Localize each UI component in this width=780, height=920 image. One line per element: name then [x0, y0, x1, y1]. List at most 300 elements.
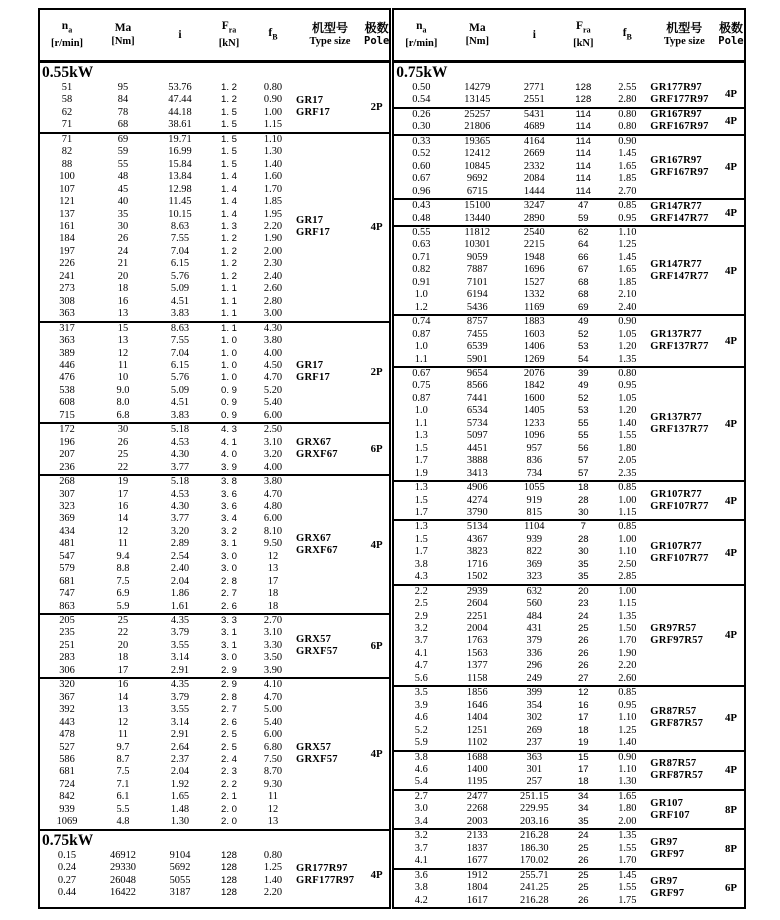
- i-cell: 1.30: [170, 816, 190, 828]
- spec-row: [394, 571, 650, 583]
- na-cell: 205: [59, 615, 75, 627]
- i-cell: 2.91: [170, 664, 190, 676]
- ma-cell: 46912: [110, 849, 136, 861]
- fra-cell: 2. 0: [220, 816, 237, 828]
- fra-cell: 2. 8: [220, 575, 237, 587]
- ma-cell: 1912: [466, 869, 488, 881]
- type-size-label: GRF87R57: [650, 770, 704, 782]
- fb-cell: 1.10: [618, 764, 637, 776]
- na-cell: 0.74: [412, 316, 431, 328]
- na-cell: 1.0: [414, 289, 428, 301]
- fra-cell: 26: [577, 660, 589, 672]
- fra-cell: 24: [577, 610, 589, 622]
- spec-row: [394, 816, 650, 828]
- na-cell: 235: [59, 627, 75, 639]
- type-size-label: GR17: [296, 94, 324, 106]
- na-cell: 527: [59, 741, 75, 753]
- fra-cell: 26: [577, 647, 589, 659]
- fb-cell: 1.70: [618, 635, 637, 647]
- pole-label: 4P: [724, 335, 737, 348]
- i-cell: 7.04: [170, 245, 190, 257]
- i-cell: 237: [526, 737, 543, 749]
- col-header-ma: [94, 10, 152, 60]
- type-size-label: GRXF57: [296, 646, 338, 658]
- na-cell: 3.5: [414, 687, 428, 699]
- spec-row: [394, 200, 650, 212]
- fb-cell: 0.90: [618, 135, 637, 147]
- i-cell: 4164: [523, 135, 545, 147]
- fb-cell: 13: [267, 816, 279, 828]
- fb-cell: 1.90: [618, 647, 637, 659]
- fb-cell: 1.10: [618, 546, 637, 558]
- spec-rows: [394, 830, 650, 867]
- na-cell: 1.0: [414, 341, 428, 353]
- na-cell: 3.2: [414, 830, 428, 842]
- i-cell: 249: [526, 672, 543, 684]
- type-size-cell: [650, 316, 718, 366]
- fb-cell: 0.80: [618, 121, 637, 133]
- fb-cell: 2.05: [618, 455, 637, 467]
- ma-cell: 5734: [466, 417, 488, 429]
- pole-label: 6P: [370, 443, 383, 456]
- fb-cell: 0.90: [618, 316, 637, 328]
- na-cell: 306: [59, 664, 75, 676]
- ma-cell: 5.5: [116, 803, 130, 815]
- na-cell: 0.15: [57, 849, 77, 861]
- i-cell: 229.95: [520, 803, 549, 815]
- na-cell: 317: [59, 322, 75, 334]
- fra-cell: 68: [577, 289, 589, 301]
- spec-block: [394, 789, 743, 828]
- fra-cell: 114: [575, 185, 591, 197]
- fb-cell: 2.50: [618, 558, 637, 570]
- spec-block: [394, 134, 743, 198]
- type-size-label: GR177R97: [650, 82, 702, 94]
- fb-cell: 0.85: [618, 482, 637, 494]
- spec-rows: [394, 82, 650, 107]
- fra-cell: 18: [577, 482, 589, 494]
- ma-cell: 6.9: [116, 588, 130, 600]
- type-size-label: GRF147R77: [650, 270, 709, 282]
- spec-block: [40, 132, 389, 321]
- fra-cell: 128: [220, 887, 237, 899]
- i-cell: 3.20: [170, 525, 190, 537]
- ma-cell: 1158: [467, 672, 488, 684]
- fra-cell: 114: [575, 160, 591, 172]
- spec-row: [394, 586, 650, 598]
- na-cell: 367: [59, 691, 75, 703]
- i-cell: 2551: [523, 94, 545, 106]
- table-header: [40, 10, 389, 63]
- fra-cell: 4. 0: [220, 449, 237, 461]
- fb-cell: 18: [267, 600, 279, 612]
- ma-cell: 12: [117, 716, 129, 728]
- spec-block: [40, 422, 389, 474]
- pole-label: 4P: [724, 712, 737, 725]
- spec-row: [394, 495, 650, 507]
- header-unit: [Nm]: [465, 36, 489, 47]
- na-cell: 82: [61, 146, 73, 158]
- na-cell: 0.87: [412, 392, 431, 404]
- fra-cell: 56: [577, 442, 589, 454]
- na-cell: 5.2: [414, 724, 428, 736]
- fb-cell: 2.60: [263, 283, 283, 295]
- na-cell: 197: [59, 245, 75, 257]
- fra-cell: 4. 1: [220, 436, 237, 448]
- fra-cell: 54: [577, 353, 589, 365]
- fra-cell: 2. 3: [220, 766, 237, 778]
- fb-cell: 4.00: [263, 347, 283, 359]
- na-cell: 2.9: [414, 610, 428, 622]
- fb-cell: 4.80: [263, 500, 283, 512]
- na-cell: 320: [59, 679, 75, 691]
- fb-cell: 1.25: [618, 724, 637, 736]
- na-cell: 586: [59, 754, 75, 766]
- fb-cell: 2.80: [618, 94, 637, 106]
- spec-row: [394, 725, 650, 737]
- spec-row: [394, 482, 650, 494]
- i-cell: 9104: [169, 849, 191, 861]
- spec-row: [40, 271, 296, 283]
- fra-cell: 3. 4: [220, 513, 237, 525]
- i-cell: 269: [526, 724, 543, 736]
- na-cell: 0.67: [412, 367, 431, 379]
- spec-row: [40, 887, 296, 899]
- i-cell: 4.35: [170, 679, 190, 691]
- spec-rows: [394, 368, 650, 480]
- ma-cell: 1646: [466, 699, 488, 711]
- na-cell: 547: [59, 550, 75, 562]
- type-size-cell: [650, 752, 718, 789]
- spec-row: [40, 576, 296, 588]
- i-cell: 186.30: [520, 842, 549, 854]
- fra-cell: 2. 1: [220, 791, 237, 803]
- type-size-label: GRX57: [296, 634, 332, 646]
- ma-cell: 25257: [464, 108, 491, 120]
- spec-rows: [40, 615, 296, 677]
- i-cell: 336: [526, 647, 543, 659]
- fra-cell: 1. 2: [220, 245, 237, 257]
- fb-cell: 0.80: [618, 367, 637, 379]
- na-cell: 0.71: [412, 251, 431, 263]
- na-cell: 939: [59, 803, 75, 815]
- i-cell: 822: [526, 546, 543, 558]
- type-size-label: GRF17: [296, 106, 330, 118]
- fb-cell: 0.80: [263, 82, 283, 93]
- spec-block: [394, 107, 743, 134]
- i-cell: 19.71: [168, 133, 192, 145]
- fb-cell: 3.50: [263, 652, 283, 664]
- i-cell: 4.53: [170, 436, 190, 448]
- na-cell: 0.48: [412, 212, 431, 224]
- spec-row: [394, 82, 650, 94]
- fra-cell: 55: [577, 417, 589, 429]
- spec-row: [40, 449, 296, 461]
- spec-row: [394, 598, 650, 610]
- fra-cell: 128: [220, 874, 237, 886]
- fb-cell: 1.45: [618, 869, 637, 881]
- type-size-label: GRX67: [296, 437, 332, 449]
- na-cell: 0.33: [412, 135, 431, 147]
- spec-row: [394, 393, 650, 405]
- i-cell: 4.35: [170, 615, 190, 627]
- type-size-cell: [650, 521, 718, 583]
- spec-row: [40, 754, 296, 766]
- fra-cell: 49: [577, 316, 589, 328]
- i-cell: 11.45: [168, 196, 192, 208]
- ma-cell: 13: [117, 335, 129, 347]
- fra-cell: 128: [220, 849, 237, 861]
- pole-label: 4P: [724, 160, 737, 173]
- ma-cell: 1377: [466, 660, 488, 672]
- i-cell: 4.30: [170, 500, 190, 512]
- fra-cell: 3. 6: [220, 488, 237, 500]
- fb-cell: 0.95: [618, 380, 637, 392]
- spec-block: [394, 685, 743, 749]
- type-size-cell: [650, 482, 718, 519]
- fb-cell: 2.85: [618, 571, 637, 583]
- spec-row: [394, 791, 650, 803]
- fra-cell: 2. 6: [220, 716, 237, 728]
- col-header-i: [506, 10, 562, 60]
- spec-row: [394, 418, 650, 430]
- na-cell: 3.6: [414, 869, 428, 881]
- ma-cell: 8.0: [116, 397, 130, 409]
- na-cell: 107: [59, 183, 75, 195]
- ma-cell: 1195: [467, 776, 488, 788]
- spec-row: [394, 611, 650, 623]
- fra-cell: 4. 3: [220, 424, 237, 436]
- na-cell: 0.30: [412, 121, 431, 133]
- ma-cell: 9692: [466, 173, 488, 185]
- na-cell: 0.55: [412, 226, 431, 238]
- i-cell: 1.65: [170, 791, 190, 803]
- ma-cell: 6.8: [116, 409, 130, 421]
- na-cell: 1.5: [414, 533, 428, 545]
- type-size-cell: [296, 82, 364, 132]
- i-cell: 47.44: [168, 94, 192, 106]
- fb-cell: 1.35: [618, 610, 637, 622]
- fra-cell: 0. 9: [220, 384, 237, 396]
- na-cell: 1.2: [414, 301, 428, 313]
- header-unit: [Nm]: [111, 36, 135, 47]
- fra-cell: 30: [577, 506, 589, 518]
- i-cell: 1169: [524, 301, 545, 313]
- type-size-label: GRF97: [650, 848, 685, 860]
- ma-cell: 22: [117, 461, 129, 473]
- fb-cell: 1.55: [618, 842, 637, 854]
- type-size-cell: [650, 687, 718, 749]
- fb-cell: 3.90: [263, 664, 283, 676]
- na-cell: 1.9: [414, 467, 428, 479]
- spec-block: [394, 868, 743, 907]
- ma-cell: 69: [117, 133, 129, 145]
- na-cell: 251: [59, 639, 75, 651]
- ma-cell: 5097: [466, 430, 488, 442]
- na-cell: 71: [61, 119, 73, 131]
- spec-block: [40, 82, 389, 132]
- fb-cell: 1.25: [263, 862, 283, 874]
- i-cell: 170.02: [520, 855, 549, 867]
- spec-row: [394, 213, 650, 225]
- fb-cell: 17: [267, 575, 279, 587]
- spec-row: [40, 184, 296, 196]
- i-cell: 379: [526, 635, 543, 647]
- type-size-label: GRF177R97: [296, 874, 355, 886]
- fb-cell: 9.50: [263, 538, 283, 550]
- fb-cell: 2.30: [263, 258, 283, 270]
- fb-cell: 2.70: [263, 615, 283, 627]
- fra-cell: 35: [577, 571, 589, 583]
- na-cell: 283: [59, 652, 75, 664]
- fb-cell: 2.00: [263, 245, 283, 257]
- spec-row: [394, 687, 650, 699]
- ma-cell: 15: [117, 322, 129, 334]
- i-cell: 53.76: [168, 82, 192, 93]
- spec-row: [40, 308, 296, 320]
- spec-row: [40, 804, 296, 816]
- spec-row: [40, 146, 296, 158]
- spec-row: [40, 233, 296, 245]
- fb-cell: 1.00: [618, 585, 637, 597]
- ma-cell: 3413: [466, 467, 488, 479]
- ma-cell: 11812: [464, 226, 491, 238]
- header-cn: 极数: [718, 21, 743, 35]
- fb-cell: 1.10: [618, 712, 637, 724]
- spec-row: [394, 289, 650, 301]
- spec-row: [40, 551, 296, 563]
- ma-cell: 26: [117, 233, 129, 245]
- fb-cell: 1.45: [618, 251, 637, 263]
- header-symbol: $F_{ra}$: [221, 20, 237, 35]
- spec-row: [40, 679, 296, 691]
- fb-cell: 0.90: [618, 751, 637, 763]
- ma-cell: 11: [117, 538, 128, 550]
- spec-row: [40, 296, 296, 308]
- fb-cell: 0.95: [618, 699, 637, 711]
- fb-cell: 12: [267, 550, 279, 562]
- ma-cell: 2604: [466, 598, 488, 610]
- header-symbol: $f_B$: [268, 26, 278, 42]
- spec-row: [40, 209, 296, 221]
- fb-cell: 1.10: [263, 133, 283, 145]
- fb-cell: 0.95: [618, 212, 637, 224]
- fb-cell: 18: [267, 588, 279, 600]
- na-cell: 1.1: [414, 417, 428, 429]
- fb-cell: 3.10: [263, 627, 283, 639]
- spec-row: [40, 526, 296, 538]
- ma-cell: 16: [117, 295, 129, 307]
- spec-row: [40, 862, 296, 874]
- type-size-label: GRXF57: [296, 754, 338, 766]
- fra-cell: 68: [577, 276, 589, 288]
- fb-cell: 3.20: [263, 449, 283, 461]
- fra-cell: 1. 4: [220, 183, 237, 195]
- i-cell: 5.09: [170, 384, 190, 396]
- spec-row: [40, 424, 296, 436]
- i-cell: 2332: [523, 160, 545, 172]
- header-cn: 极数: [364, 21, 389, 35]
- spec-row: [40, 563, 296, 575]
- na-cell: 308: [59, 295, 75, 307]
- spec-row: [40, 601, 296, 613]
- spec-row: [394, 136, 650, 148]
- fb-cell: 1.30: [263, 146, 283, 158]
- i-cell: 1.92: [170, 778, 190, 790]
- fra-cell: 25: [577, 882, 589, 894]
- spec-row: [40, 159, 296, 171]
- type-size-label: GR147R77: [650, 258, 702, 270]
- fb-cell: 0.90: [263, 94, 283, 106]
- fra-cell: 1. 2: [220, 258, 237, 270]
- fra-cell: 1. 4: [220, 171, 237, 183]
- fb-cell: 8.10: [263, 525, 283, 537]
- fb-cell: 2.20: [263, 887, 283, 899]
- na-cell: 392: [59, 704, 75, 716]
- i-cell: 296: [526, 660, 543, 672]
- ma-cell: 7455: [466, 328, 488, 340]
- fra-cell: 128: [220, 862, 237, 874]
- ma-cell: 4.8: [116, 816, 130, 828]
- ma-cell: 9.0: [116, 384, 130, 396]
- fra-cell: 67: [577, 264, 589, 276]
- ma-cell: 11: [117, 359, 128, 371]
- spec-row: [40, 323, 296, 335]
- type-size-cell: [650, 830, 718, 867]
- fra-cell: 2. 8: [220, 691, 237, 703]
- fb-cell: 4.70: [263, 488, 283, 500]
- fra-cell: 128: [575, 82, 592, 93]
- spec-row: [40, 360, 296, 372]
- type-size-label: GRF97R57: [650, 635, 704, 647]
- ma-cell: 8.8: [116, 563, 130, 575]
- na-cell: 0.91: [412, 276, 431, 288]
- spec-rows: [394, 586, 650, 686]
- spec-row: [394, 635, 650, 647]
- fb-cell: 2.70: [618, 185, 637, 197]
- fra-cell: 1. 2: [220, 94, 237, 106]
- header-en: Type size: [663, 36, 705, 47]
- i-cell: 1444: [523, 185, 545, 197]
- i-cell: 3.55: [170, 639, 190, 651]
- fra-cell: 16: [577, 699, 589, 711]
- spec-row: [394, 94, 650, 106]
- ma-cell: 14279: [464, 82, 491, 93]
- ma-cell: 4906: [466, 482, 488, 494]
- pole-label: 4P: [724, 764, 737, 777]
- ma-cell: 5134: [466, 521, 488, 533]
- i-cell: 3.77: [170, 461, 190, 473]
- ma-cell: 48: [117, 171, 129, 183]
- na-cell: 747: [59, 588, 75, 600]
- fb-cell: 2.40: [618, 301, 637, 313]
- spec-table-right: [392, 8, 745, 909]
- ma-cell: 4451: [466, 442, 488, 454]
- pole-label: 4P: [724, 494, 737, 507]
- ma-cell: 20: [117, 270, 129, 282]
- na-cell: 3.8: [414, 558, 428, 570]
- i-cell: 2771: [523, 82, 545, 93]
- type-size-label: GRXF67: [296, 449, 338, 461]
- spec-row: [394, 430, 650, 442]
- ma-cell: 95: [117, 82, 129, 93]
- na-cell: 4.6: [414, 764, 428, 776]
- na-cell: 538: [59, 384, 75, 396]
- ma-cell: 29330: [110, 862, 136, 874]
- type-size-cell: [296, 615, 364, 677]
- col-header-pole: [718, 10, 743, 60]
- spec-block: [394, 828, 743, 867]
